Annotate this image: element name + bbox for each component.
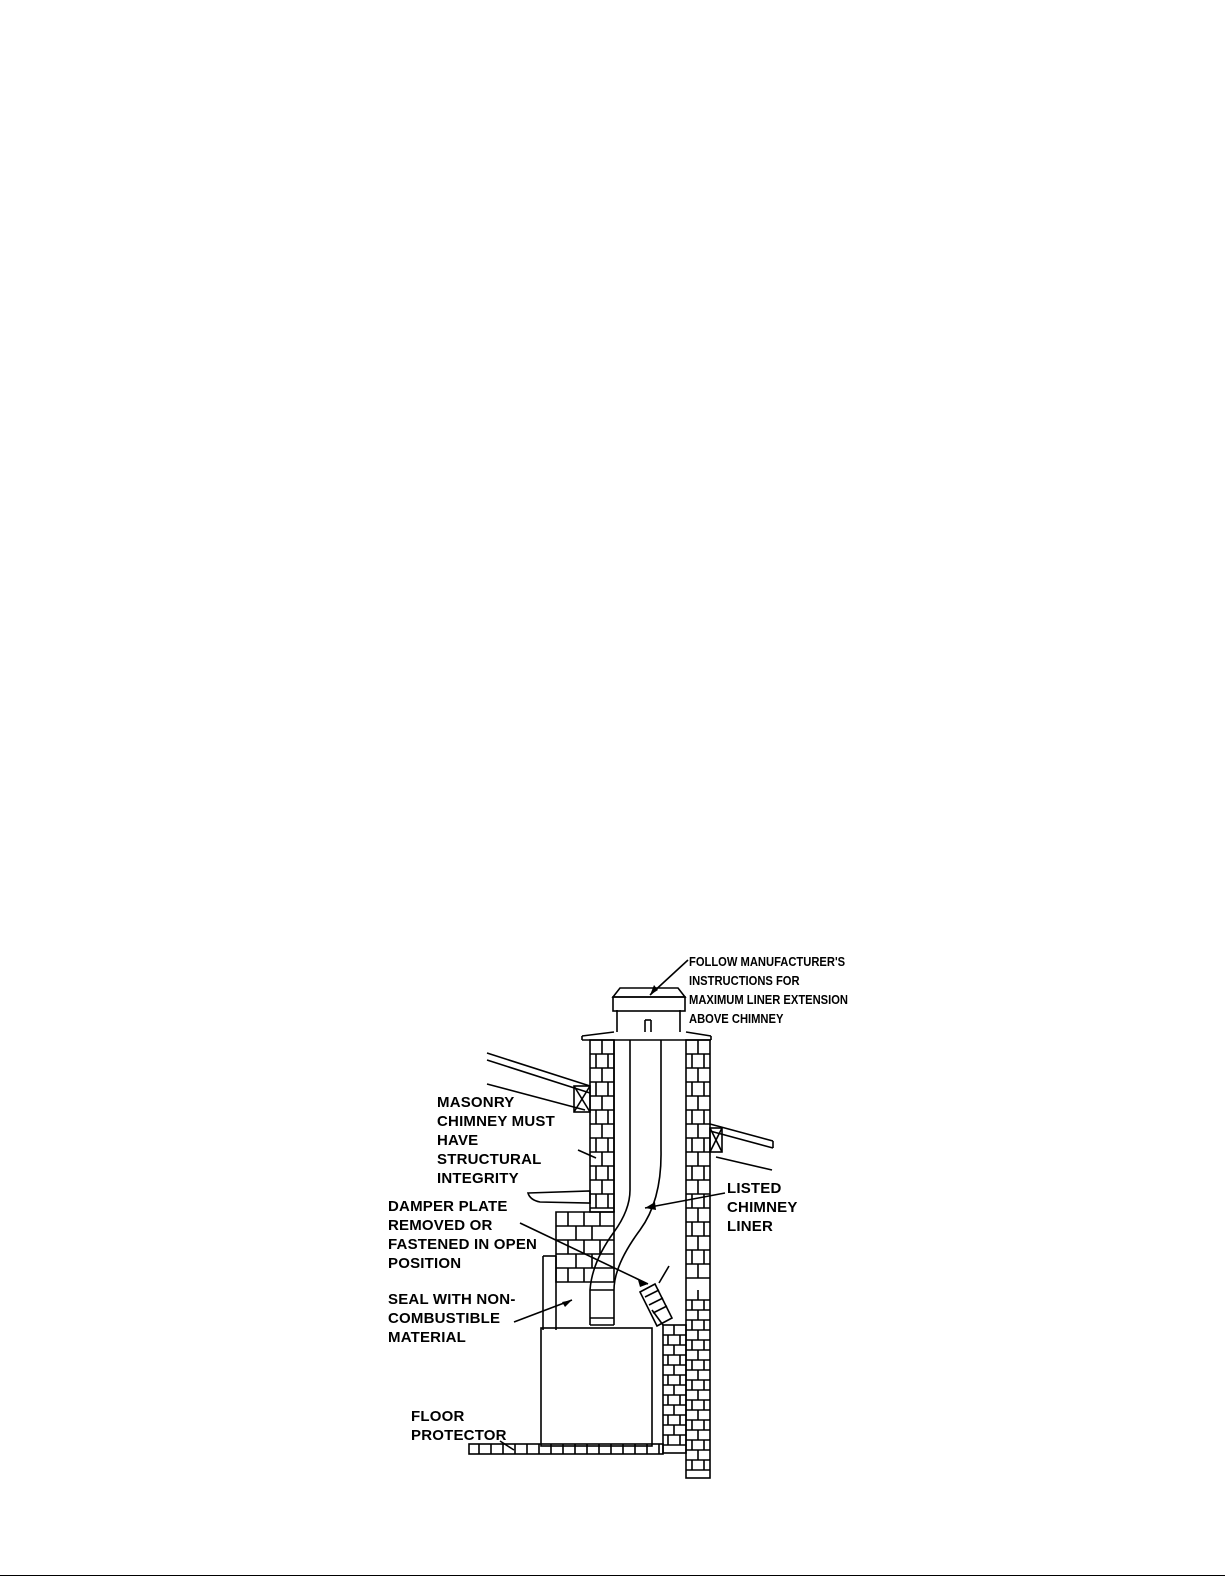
- label-line: ABOVE CHIMNEY: [689, 1011, 784, 1026]
- right-roof: [710, 1124, 773, 1170]
- label-line: FLOOR: [411, 1408, 465, 1425]
- label-seal-material: [388, 1290, 516, 1347]
- label-line: CHIMNEY: [727, 1199, 798, 1216]
- chimney-liner: [590, 988, 685, 1325]
- damper-plate: [640, 1266, 672, 1326]
- label-floor-protector: [411, 1407, 507, 1445]
- mantel-shelf: [528, 1191, 590, 1203]
- label-masonry-chimney: [437, 1093, 555, 1188]
- label-line: MATERIAL: [388, 1329, 466, 1346]
- page-bottom-rule: [0, 1575, 1225, 1576]
- left-chimney-wall: [590, 1040, 614, 1212]
- label-line: FASTENED IN OPEN: [388, 1236, 538, 1253]
- label-line: DAMPER PLATE: [388, 1198, 508, 1215]
- label-manufacturer-instructions: [689, 952, 848, 1028]
- chimney-crown: [582, 1032, 711, 1040]
- label-line: MAXIMUM LINER EXTENSION: [689, 992, 849, 1007]
- label-line: INTEGRITY: [437, 1170, 519, 1187]
- label-line: CHIMNEY MUST: [437, 1113, 555, 1130]
- smoke-chamber-brick: [543, 1212, 614, 1330]
- label-line: MASONRY: [437, 1094, 515, 1111]
- stove-body: [541, 1328, 652, 1446]
- label-line: HAVE: [437, 1132, 479, 1149]
- label-line: LINER: [727, 1218, 773, 1235]
- label-line: REMOVED OR: [388, 1217, 493, 1234]
- label-damper-plate: [388, 1197, 537, 1273]
- label-line: COMBUSTIBLE: [388, 1310, 501, 1327]
- label-line: PROTECTOR: [411, 1427, 507, 1444]
- label-line: LISTED: [727, 1180, 782, 1197]
- label-line: INSTRUCTIONS FOR: [689, 973, 800, 988]
- right-chimney-wall: [686, 1040, 710, 1478]
- label-line: STRUCTURAL: [437, 1151, 542, 1168]
- label-line: SEAL WITH NON-: [388, 1291, 516, 1308]
- label-line: POSITION: [388, 1255, 462, 1272]
- label-line: FOLLOW MANUFACTURER'S: [689, 954, 846, 969]
- label-listed-chimney-liner: [727, 1179, 798, 1236]
- firebox-back-brick: [652, 1310, 686, 1453]
